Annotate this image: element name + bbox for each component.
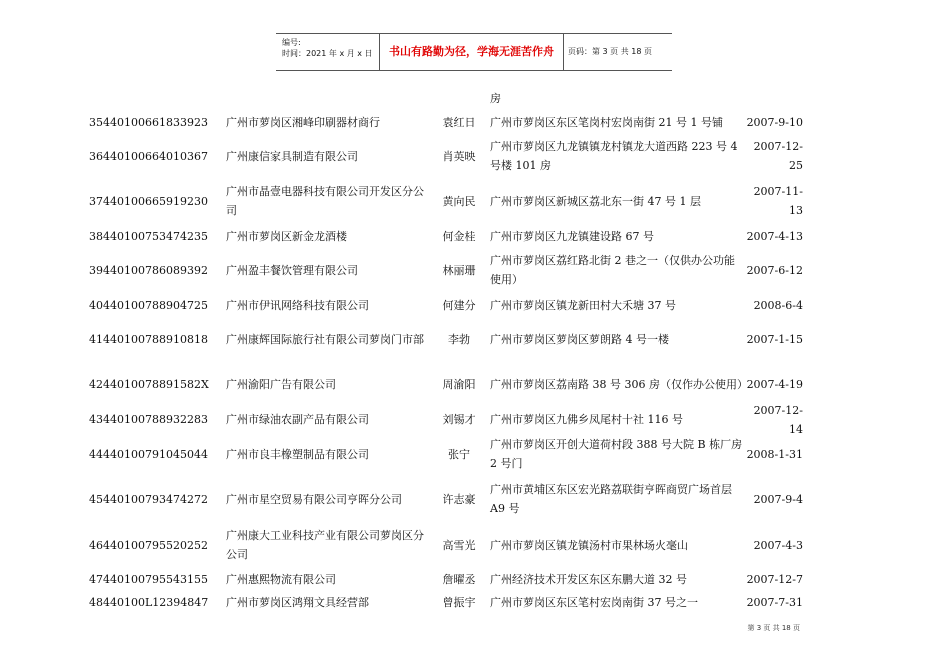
registration-date: 2007-12-14 [753, 403, 803, 436]
company-name: 广州康辉国际旅行社有限公司萝岗门市部 [226, 332, 424, 346]
company-name: 广州市萝岗区新金龙酒楼 [226, 230, 347, 243]
registration-date: 2008-6-4 [753, 299, 803, 312]
address: 广州市萝岗区东区笔村宏岗南街 37 号之一 [490, 596, 698, 609]
company-name: 广州市晶壹电器科技有限公司开发区分公司 [226, 185, 424, 217]
contact-person: 袁红日 [442, 116, 476, 129]
record-id: 43440100788932283 [89, 413, 208, 426]
contact-person: 李勃 [448, 332, 470, 346]
address: 广州市萝岗区九龙镇建设路 67 号 [490, 230, 654, 243]
company-name: 广州市绿油农副产品有限公司 [226, 413, 369, 426]
registration-date: 2007-4-3 [753, 538, 803, 552]
record-id: 44440100791045044 [89, 447, 208, 461]
record-id: 41440100788910818 [89, 332, 208, 346]
time-label: 时间：2021 年 x 月 x 日 [282, 49, 373, 58]
registration-date: 2007-7-31 [746, 596, 803, 609]
contact-person: 周渝阳 [442, 377, 476, 391]
address: 广州市萝岗区九佛乡凤尾村十社 116 号 [490, 413, 683, 426]
address: 广州市萝岗区九龙镇镇龙村镇龙大道西路 223 号 4 号楼 101 房 [490, 140, 738, 172]
record-id: 40440100788904725 [89, 299, 208, 312]
company-name: 广州市伊讯网络科技有限公司 [226, 299, 369, 312]
address: 广州市萝岗区开创大道荷村段 388 号大院 B 栋厂房 2 号门 [490, 438, 743, 470]
company-name: 广州盈丰餐饮管理有限公司 [226, 263, 358, 277]
header-motto: 书山有路勤为径，学海无涯苦作舟 [379, 34, 564, 70]
registration-date: 2007-1-15 [746, 332, 803, 346]
contact-person: 高雪光 [442, 538, 476, 552]
page-footer: 第 3 页 共 18 页 [747, 624, 800, 632]
registration-date: 2007-6-12 [746, 263, 803, 277]
address: 广州经济技术开发区东区东鹏大道 32 号 [490, 573, 687, 586]
contact-person: 何金桂 [442, 230, 476, 243]
registration-date: 2008-1-31 [746, 447, 803, 461]
contact-person: 肖英映 [442, 149, 476, 163]
record-id: 4244010078891582X [89, 377, 209, 391]
registration-date: 2007-11-13 [753, 185, 803, 217]
registration-date: 2007-4-19 [746, 377, 803, 391]
record-id: 37440100665919230 [89, 194, 208, 208]
company-name: 广州康信家具制造有限公司 [226, 149, 358, 163]
record-id: 35440100661833923 [89, 116, 208, 129]
contact-person: 何建分 [442, 299, 476, 312]
record-id: 47440100795543155 [89, 573, 208, 586]
registration-date: 2007-9-10 [746, 116, 803, 129]
header-page-info: 页码：第 3 页 共 18 页 [568, 47, 652, 56]
address: 广州市萝岗区萝岗区萝朗路 4 号一楼 [490, 332, 669, 346]
contact-person: 许志豪 [442, 492, 476, 506]
page-header [276, 33, 672, 71]
carry-over-text: 房 [490, 92, 501, 105]
company-name: 广州市萝岗区鸿翔文具经营部 [226, 596, 369, 609]
header-meta [282, 37, 382, 59]
company-name: 广州惠熙物流有限公司 [226, 573, 336, 586]
record-id: 46440100795520252 [89, 538, 208, 552]
registration-date: 2007-12-25 [753, 140, 803, 172]
contact-person: 林丽珊 [442, 263, 476, 277]
company-name: 广州市星空贸易有限公司亨晖分公司 [226, 492, 402, 506]
number-label: 编号: [282, 38, 301, 47]
contact-person: 刘锡才 [442, 413, 476, 426]
address: 广州市萝岗区镇龙新田村大禾塘 37 号 [490, 299, 676, 312]
address: 广州市萝岗区东区笔岗村宏岗南街 21 号 1 号铺 [490, 116, 723, 129]
record-id: 38440100753474235 [89, 230, 208, 243]
address: 广州市萝岗区荔红路北街 2 巷之一（仅供办公功能使用） [490, 254, 735, 286]
company-name: 广州渝阳广告有限公司 [226, 377, 336, 391]
contact-person: 张宁 [448, 447, 470, 461]
company-name: 广州市良丰橡塑制品有限公司 [226, 447, 369, 461]
record-id: 36440100664010367 [89, 149, 208, 163]
contact-person: 詹曜丞 [442, 573, 476, 586]
contact-person: 黄向民 [442, 194, 476, 208]
record-id: 48440100L12394847 [89, 596, 209, 609]
registration-date: 2007-9-4 [753, 492, 803, 506]
contact-person: 曾振宇 [442, 596, 476, 609]
record-id: 45440100793474272 [89, 492, 208, 506]
address: 广州市黄埔区东区宏光路荔联街亨晖商贸广场首层 A9 号 [490, 483, 732, 515]
company-name: 广州市萝岗区湘峰印刷器材商行 [226, 116, 380, 129]
address: 广州市萝岗区镇龙镇汤村市果林场火毫山 [490, 538, 688, 552]
address: 广州市萝岗区荔南路 38 号 306 房（仅作办公使用） [490, 377, 748, 391]
address: 广州市萝岗区新城区荔北东一街 47 号 1 层 [490, 194, 701, 208]
record-id: 39440100786089392 [89, 263, 208, 277]
company-name: 广州康大工业科技产业有限公司萝岗区分公司 [226, 529, 424, 561]
registration-date: 2007-4-13 [746, 230, 803, 243]
registration-date: 2007-12-7 [746, 573, 803, 586]
